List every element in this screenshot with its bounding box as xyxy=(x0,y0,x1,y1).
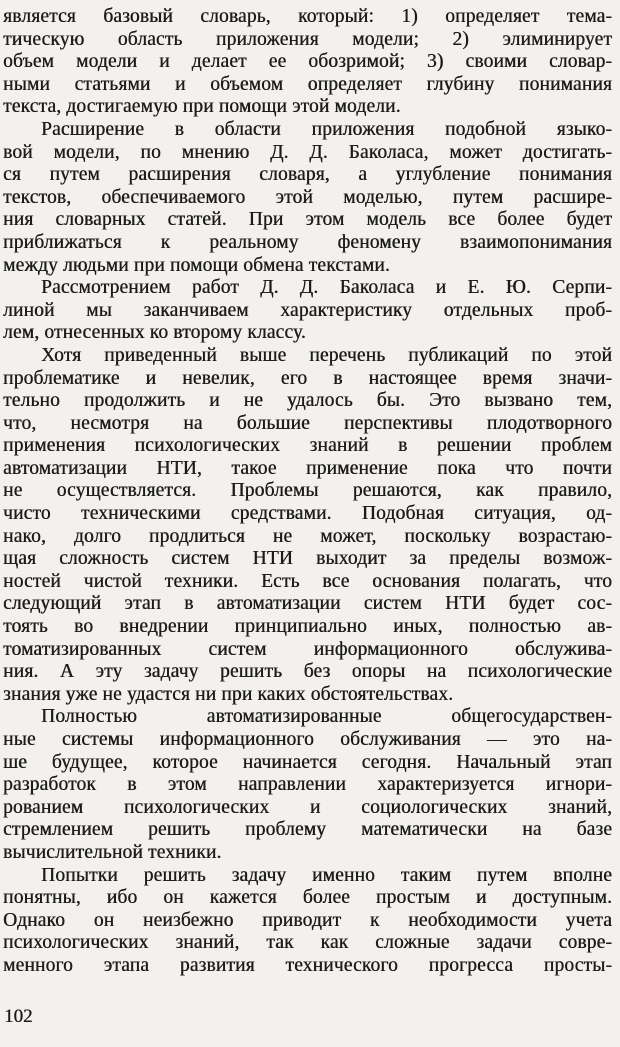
text-line: ся путем расширения словаря, а углубление понимания xyxy=(3,164,612,186)
text-line: Полностью автоматизированные общегосударствен- xyxy=(41,706,612,728)
text-line: текстов, обеспечиваемого этой моделью, путем расшире- xyxy=(3,186,612,208)
text-line: вой модели, по мнению Д. Д. Баколаса, может достигать- xyxy=(3,141,612,163)
text-line: Рассмотрением работ Д. Д. Баколаса и Е. Ю. Серпи- xyxy=(41,277,612,299)
text-line: ностей чистой техники. Есть все основания полагать, что xyxy=(3,570,612,592)
text-line: ные системы информационного обслуживания — это на- xyxy=(3,729,612,750)
text-line: линой мы заканчиваем характеристику отдельных проб- xyxy=(3,299,612,321)
text-line: автоматизации НТИ, такое применение пока что почти xyxy=(3,457,612,479)
page-number: 102 xyxy=(4,1006,33,1027)
text-line: чисто техническими средствами. Подобная ситуация, од- xyxy=(3,503,612,525)
text-line: Хотя приведенный выше перечень публикаций по этой xyxy=(41,344,612,366)
text-line: томатизированных систем информационного обслужива- xyxy=(3,638,612,660)
text-line: Попытки решить задачу именно таким путем вполне xyxy=(41,864,612,886)
text-line: текста, достигаемую при помощи этой модели. xyxy=(3,96,401,118)
text-line: между людьми при помощи обмена текстами. xyxy=(3,254,390,276)
text-line: следующий этап в автоматизации систем НТИ будет сос- xyxy=(3,593,612,615)
text-line: ния словарных статей. При этом модель все более будет xyxy=(3,209,612,231)
text-line: психологических знаний, так как сложные задачи совре- xyxy=(3,932,612,954)
paragraph xyxy=(3,277,612,345)
paragraph xyxy=(3,6,612,119)
text-line: лем, отнесенных ко второму классу. xyxy=(3,322,306,344)
text-line: не осуществляется. Проблемы решаются, как правило, xyxy=(3,480,612,502)
text-line: менного этапа развития технического прогресса просты- xyxy=(3,954,612,976)
text-line: ше будущее, которое начинается сегодня. Начальный этап xyxy=(3,751,612,773)
text-line: является базовый словарь, который: 1) определяет тема- xyxy=(3,6,612,27)
text-line: Однако он неизбежно приводит к необходимости учета xyxy=(3,909,612,931)
text-line: Расширение в области приложения подобной языко- xyxy=(41,118,612,140)
text-line: щая сложность систем НТИ выходит за пределы возмож- xyxy=(3,548,612,570)
text-line: тоять во внедрении принципиально иных, полностью ав- xyxy=(3,616,612,638)
text-block xyxy=(3,6,612,978)
text-line: проблематике и невелик, его в настоящее время значи- xyxy=(3,367,612,389)
text-line: приближаться к реальному феномену взаимопонимания xyxy=(3,231,612,253)
text-line: понятны, ибо он кажется более простым и доступным. xyxy=(3,887,612,909)
text-line: объем модели и делает ее обозримой; 3) своими словар- xyxy=(3,51,612,73)
paragraph xyxy=(3,119,612,277)
text-line: что, несмотря на большие перспективы плодотворного xyxy=(3,412,612,434)
text-line: тическую область приложения модели; 2) элиминирует xyxy=(3,28,612,50)
text-line: тельно продолжить и не удалось бы. Это вызвано тем, xyxy=(3,390,612,412)
text-line: вычислительной техники. xyxy=(3,841,222,863)
text-line: ния. А эту задачу решить без опоры на психологические xyxy=(3,661,612,683)
paragraph xyxy=(3,706,612,864)
text-line: применения психологических знаний в решении проблем xyxy=(3,435,612,457)
text-line: знания уже не удастся ни при каких обстоятельствах. xyxy=(3,683,454,705)
text-line: нако, долго продлиться не может, поскольку возрастаю- xyxy=(3,525,612,547)
text-line: стремлением решить проблему математически на базе xyxy=(3,819,612,841)
paragraph xyxy=(3,865,612,978)
paragraph xyxy=(3,345,612,707)
text-line: ными статьями и объемом определяет глубину понимания xyxy=(3,73,612,95)
text-line: разработок в этом направлении характеризуется игнори- xyxy=(3,774,612,796)
text-line: рованием психологических и социологических знаний, xyxy=(3,796,612,818)
